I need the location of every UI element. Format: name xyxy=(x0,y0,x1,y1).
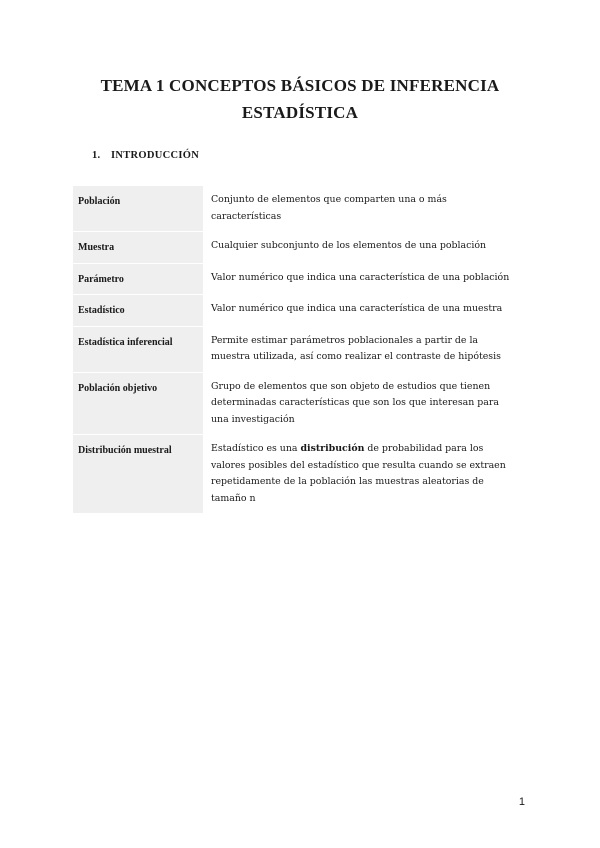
page-title: TEMA 1 CONCEPTOS BÁSICOS DE INFERENCIA ESTADÍSTICA xyxy=(100,76,500,122)
term-cell: Parámetro xyxy=(73,263,203,295)
section-heading-text: INTRODUCCIÓN xyxy=(110,150,200,161)
definition-cell: Conjunto de elementos que comparten una o más características xyxy=(203,186,523,232)
definition-text-end: de probabilidad para los valores posibles del estadístico que resulta cuando se extraen repetidamente de la población las muestras aleatorias de tamaño n xyxy=(211,443,506,504)
table-row xyxy=(73,232,523,264)
table-row xyxy=(73,435,523,514)
definition-cell: Grupo de elementos que son objeto de estudios que tienen determinadas características que son los que interesan para una investigación xyxy=(203,372,523,435)
definition-cell: Cualquier subconjunto de los elementos de una población xyxy=(203,232,523,264)
table-row xyxy=(73,295,523,327)
definition-cell xyxy=(203,435,523,514)
section-number: 1. xyxy=(92,150,101,161)
definition-text-start: Estadístico es una xyxy=(211,443,301,454)
definition-cell: Permite estimar parámetros poblacionales a partir de la muestra utilizada, así como realizar el contraste de hipótesis xyxy=(203,326,523,372)
definition-bold-term: distribución xyxy=(300,443,365,454)
term-cell: Estadístico xyxy=(73,295,203,327)
term-cell: Población objetivo xyxy=(73,372,203,435)
table-row xyxy=(73,263,523,295)
term-cell: Estadística inferencial xyxy=(73,326,203,372)
table-row xyxy=(73,372,523,435)
table-row xyxy=(73,186,523,232)
table-row xyxy=(73,326,523,372)
definitions-table xyxy=(73,186,523,514)
term-cell: Muestra xyxy=(73,232,203,264)
term-cell: Distribución muestral xyxy=(73,435,203,514)
term-cell: Población xyxy=(73,186,203,232)
definition-cell: Valor numérico que indica una característica de una población xyxy=(203,263,523,295)
section-heading xyxy=(92,150,199,161)
definition-cell: Valor numérico que indica una característica de una muestra xyxy=(203,295,523,327)
page-number: 1 xyxy=(518,796,525,808)
